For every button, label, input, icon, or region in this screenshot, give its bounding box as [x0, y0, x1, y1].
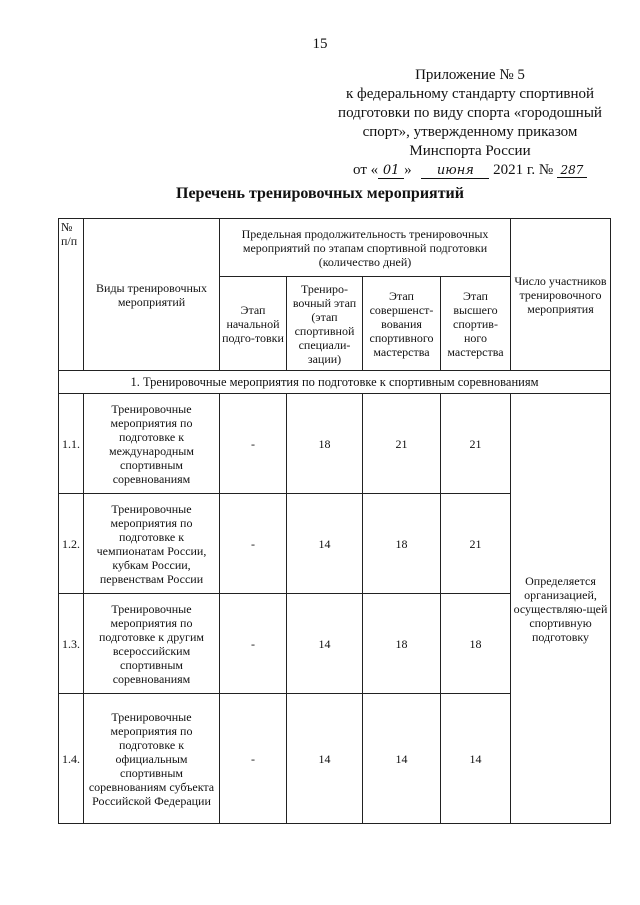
- row-value: -: [220, 594, 287, 694]
- row-event-name: Тренировочные мероприятия по подготовке к другим всероссийским спортивным соревнованиям: [84, 594, 220, 694]
- row-event-name: Тренировочные мероприятия по подготовке к официальным спортивным соревнованиям субъекта Российской Федерации: [84, 694, 220, 824]
- appendix-header: [330, 66, 610, 180]
- section-title: 1. Тренировочные мероприятия по подготовке к спортивным соревнованиям: [59, 371, 611, 394]
- row-number: 1.1.: [59, 394, 84, 494]
- year-text: 2021 г. №: [493, 162, 554, 178]
- row-number: 1.4.: [59, 694, 84, 824]
- date-prefix: от «: [353, 162, 379, 178]
- row-value: 14: [287, 694, 363, 824]
- header-stage: Этап совершенст-вования спортивного мастерства: [363, 277, 441, 371]
- header-participants: Число участников тренировочного мероприятия: [511, 219, 611, 371]
- row-value: 21: [441, 394, 511, 494]
- row-value: 18: [363, 494, 441, 594]
- date-mid: »: [404, 162, 412, 178]
- row-number: 1.2.: [59, 494, 84, 594]
- header-num: № п/п: [59, 219, 84, 371]
- row-value: -: [220, 394, 287, 494]
- header-duration: Предельная продолжительность тренировочных мероприятий по этапам спортивной подготовки (количество дней): [220, 219, 511, 277]
- document-title: Перечень тренировочных мероприятий: [176, 185, 464, 202]
- row-value: 21: [441, 494, 511, 594]
- header-stage: Этап начальной подго-товки: [220, 277, 287, 371]
- training-events-table: [58, 218, 611, 824]
- row-event-name: Тренировочные мероприятия по подготовке к чемпионатам России, кубкам России, первенствам России: [84, 494, 220, 594]
- handwritten-day: 01: [378, 164, 404, 179]
- row-value: 14: [363, 694, 441, 824]
- appendix-line: спорт», утвержденному приказом: [362, 124, 578, 140]
- header-row: [59, 219, 611, 277]
- header-stage: Трениро-вочный этап (этап спортивной специали-зации): [287, 277, 363, 371]
- appendix-line: подготовки по виду спорта «городошный: [338, 105, 602, 121]
- row-value: 18: [287, 394, 363, 494]
- header-event-types: Виды тренировочных мероприятий: [84, 219, 220, 371]
- appendix-line: Минспорта России: [409, 143, 531, 159]
- row-value: 21: [363, 394, 441, 494]
- section-row: [59, 371, 611, 394]
- row-number: 1.3.: [59, 594, 84, 694]
- page-number: 15: [312, 36, 328, 52]
- header-stage: Этап высшего спортив-ного мастерства: [441, 277, 511, 371]
- row-value: 14: [441, 694, 511, 824]
- handwritten-month: июня: [421, 164, 489, 179]
- appendix-line: Приложение № 5: [415, 67, 525, 83]
- row-event-name: Тренировочные мероприятия по подготовке к международным спортивным соревнованиям: [84, 394, 220, 494]
- row-value: 18: [363, 594, 441, 694]
- row-value: 14: [287, 594, 363, 694]
- table-row: [59, 394, 611, 494]
- row-value: 18: [441, 594, 511, 694]
- order-date-line: [330, 161, 610, 180]
- participants-note: Определяется организацией, осуществляю-щей спортивную подготовку: [511, 394, 611, 824]
- row-value: -: [220, 694, 287, 824]
- row-value: 14: [287, 494, 363, 594]
- row-value: -: [220, 494, 287, 594]
- handwritten-order-number: 287: [557, 163, 587, 178]
- appendix-line: к федеральному стандарту спортивной: [345, 86, 595, 102]
